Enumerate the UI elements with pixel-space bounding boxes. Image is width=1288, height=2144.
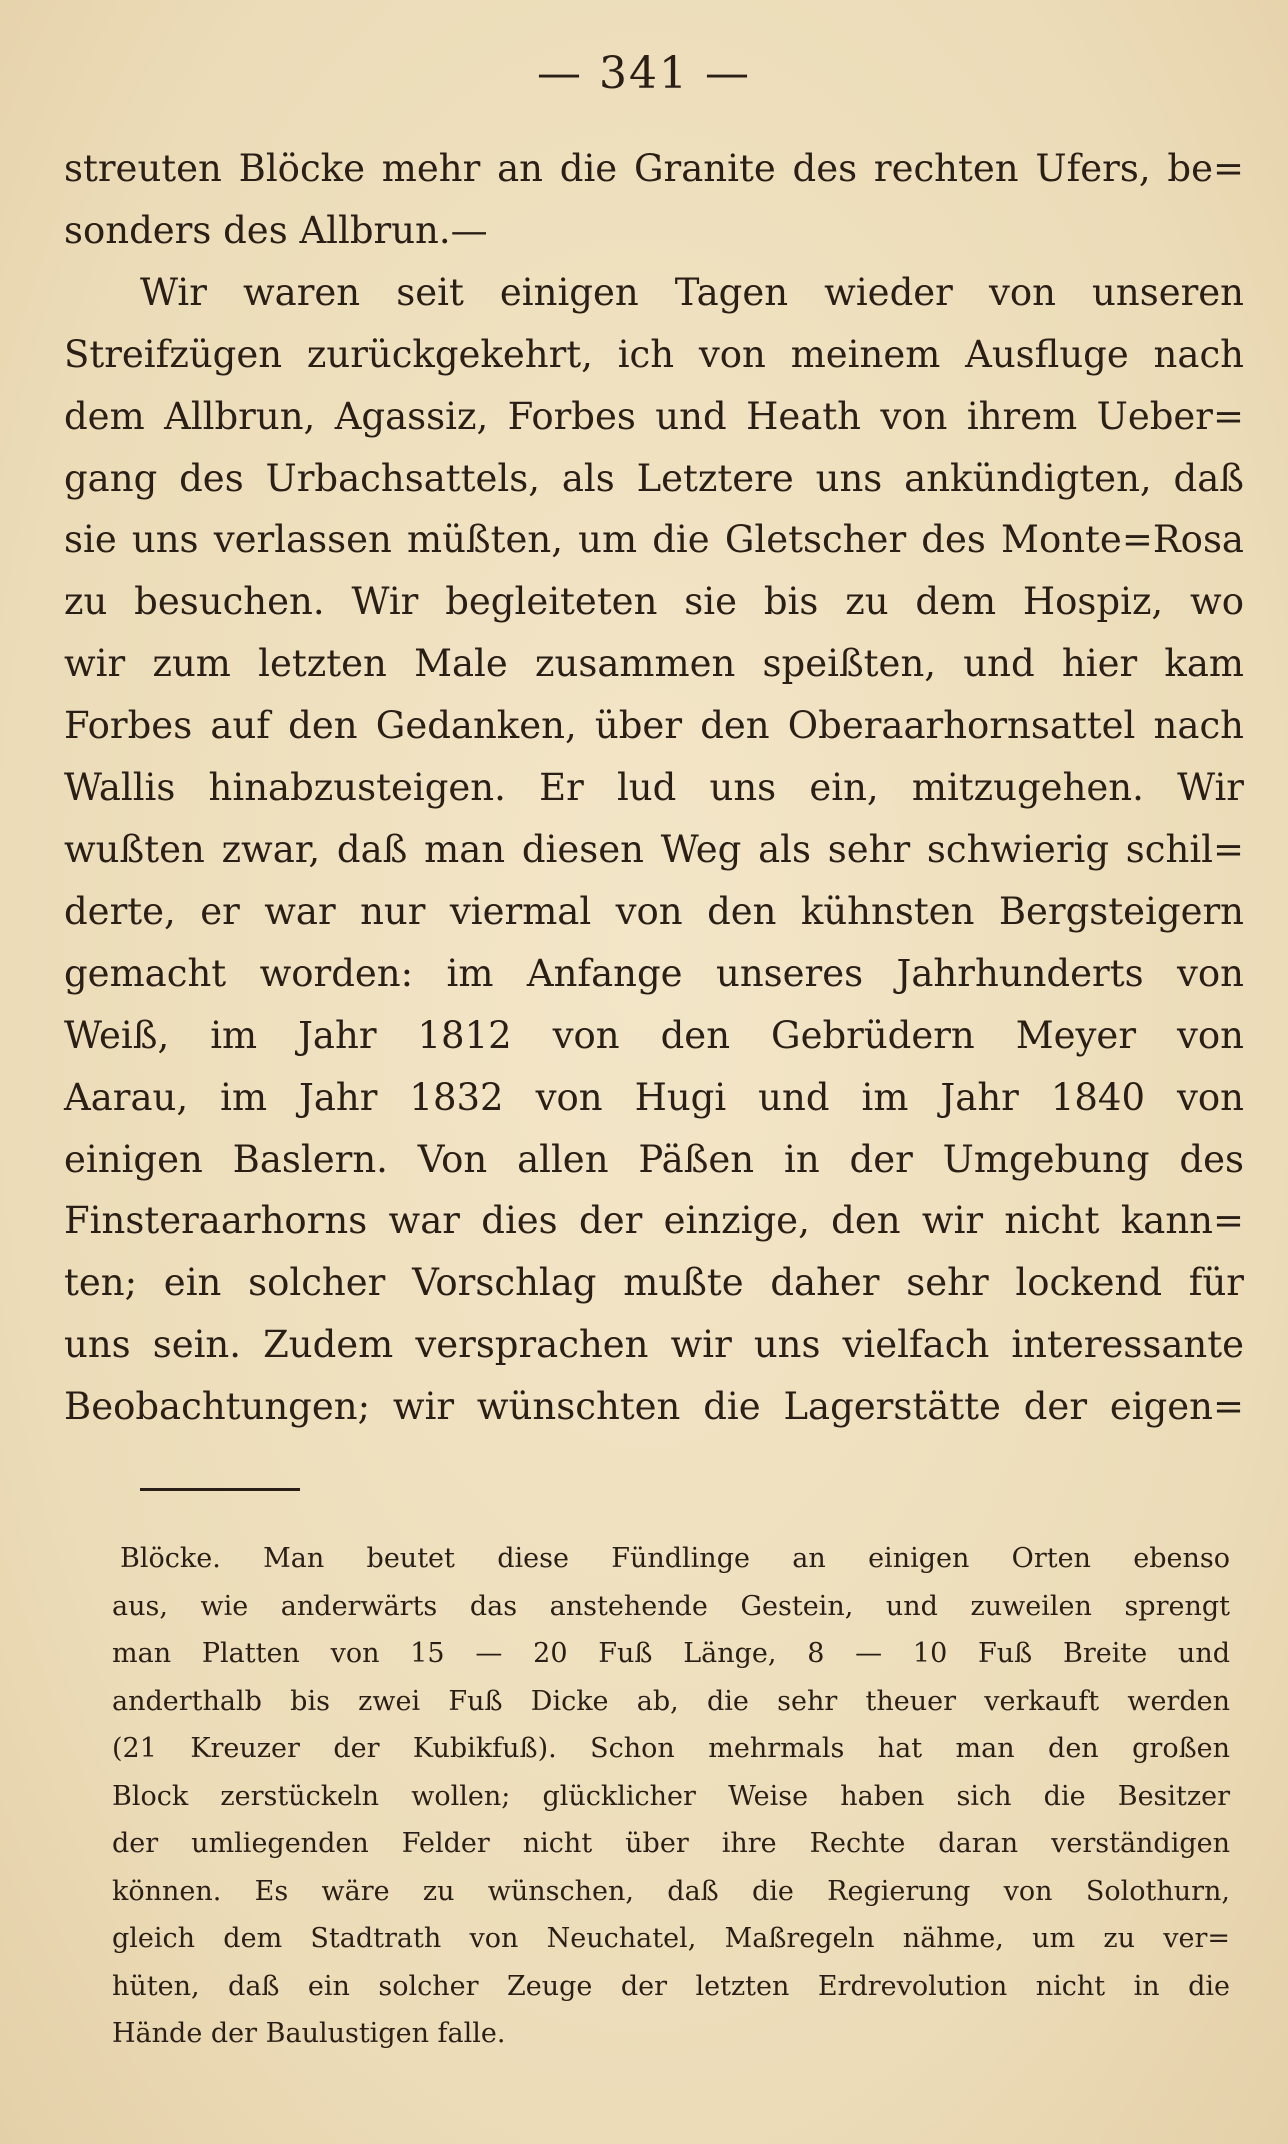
footnote-line: gleich dem Stadtrath von Neuchatel, Maßregeln nähme, um zu ver= <box>112 1923 1230 1954</box>
text-line: Finsteraarhorns war dies der einzige, den wir nicht kann= <box>64 1199 1244 1243</box>
text-line: Aarau, im Jahr 1832 von Hugi und im Jahr 1840 von <box>64 1075 1244 1119</box>
text-line: zu besuchen. Wir begleiteten sie bis zu dem Hospiz, wo <box>64 580 1244 624</box>
footnote-line: hüten, daß ein solcher Zeuge der letzten Erdrevolution nicht in die <box>112 1970 1230 2002</box>
text-line: sie uns verlassen müßten, um die Gletscher des Monte=Rosa <box>64 518 1244 562</box>
footnote-line: können. Es wäre zu wünschen, daß die Regierung von Solothurn, <box>112 1875 1230 1907</box>
footnote-line: Hände der Baulustigen falle. <box>112 2018 506 2049</box>
text-line: wußten zwar, daß man diesen Weg als sehr schwierig schil= <box>64 827 1244 871</box>
text-line: dem Allbrun, Agassiz, Forbes und Heath von ihrem Ueber= <box>64 394 1244 438</box>
text-line: einigen Baslern. Von allen Päßen in der Umgebung des <box>64 1137 1244 1181</box>
text-line: gemacht worden: im Anfange unseres Jahrhunderts von <box>64 951 1244 995</box>
text-line: Weiß, im Jahr 1812 von den Gebrüdern Meyer von <box>64 1013 1244 1057</box>
footnote-line: aus, wie anderwärts das anstehende Gestein, und zuweilen sprengt <box>112 1590 1230 1622</box>
footnote-line: Block zerstückeln wollen; glücklicher Weise haben sich die Besitzer <box>112 1780 1230 1812</box>
footnote <box>112 1535 1230 2058</box>
text-line: gang des Urbachsattels, als Letztere uns ankündigten, daß <box>64 456 1244 500</box>
text-line: uns sein. Zudem versprachen wir uns vielfach interessante <box>64 1323 1244 1367</box>
text-line: Wallis hinabzusteigen. Er lud uns ein, mitzugehen. Wir <box>64 766 1244 810</box>
footnote-divider <box>140 1488 300 1491</box>
text-line: streuten Blöcke mehr an die Granite des rechten Ufers, be= <box>64 147 1244 190</box>
text-line: Beobachtungen; wir wünschten die Lagerstätte der eigen= <box>64 1385 1244 1429</box>
footnote-line: anderthalb bis zwei Fuß Dicke ab, die sehr theuer verkauft werden <box>112 1685 1230 1717</box>
text-line: Forbes auf den Gedanken, über den Oberaarhornsattel nach <box>64 704 1244 748</box>
text-line: derte, er war nur viermal von den kühnsten Bergsteigern <box>64 889 1244 933</box>
text-line: wir zum letzten Male zusammen speißten, und hier kam <box>64 642 1244 686</box>
main-text <box>64 138 1244 1438</box>
page-number: — 341 — <box>537 48 751 99</box>
footnote-line: der umliegenden Felder nicht über ihre Rechte daran verständigen <box>112 1828 1230 1859</box>
text-line: sonders des Allbrun.— <box>64 208 488 252</box>
footnote-line: man Platten von 15 — 20 Fuß Länge, 8 — 10 Fuß Breite und <box>112 1638 1230 1669</box>
text-line: Streifzügen zurückgekehrt, ich von meinem Ausfluge nach <box>64 332 1244 376</box>
text-line: Wir waren seit einigen Tagen wieder von unseren <box>140 270 1244 314</box>
text-line: ten; ein solcher Vorschlag mußte daher sehr lockend für <box>64 1261 1244 1305</box>
footnote-line: Blöcke. Man beutet diese Fündlinge an einigen Orten ebenso <box>120 1543 1230 1574</box>
footnote-line: (21 Kreuzer der Kubikfuß). Schon mehrmals hat man den großen <box>112 1733 1230 1764</box>
